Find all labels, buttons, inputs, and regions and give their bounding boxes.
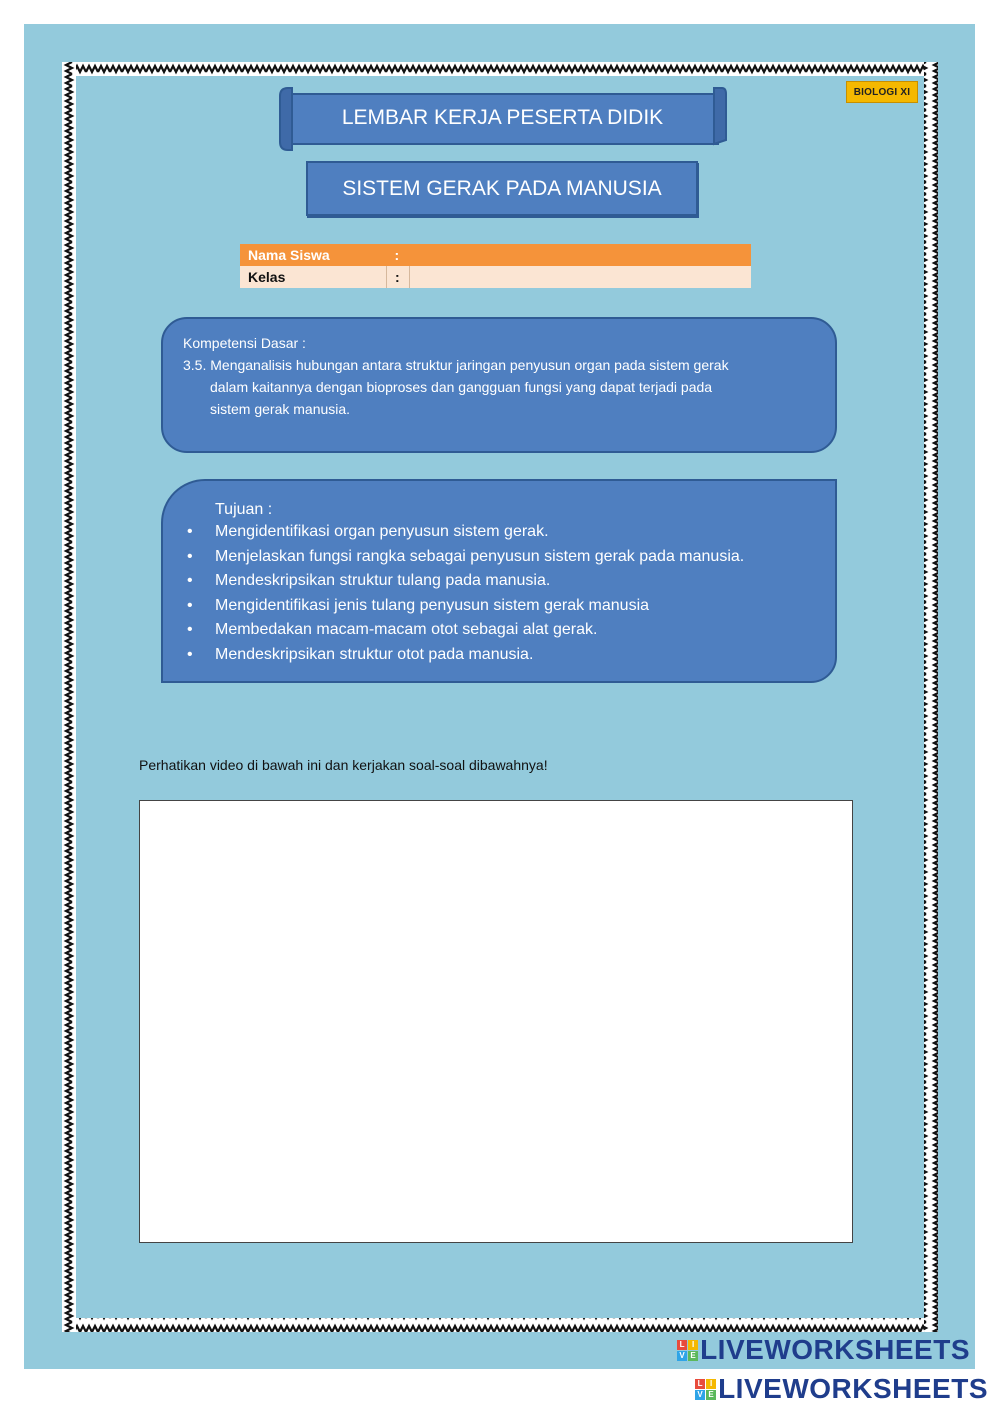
- student-class-field[interactable]: [410, 266, 752, 288]
- video-instruction: Perhatikan video di bawah ini dan kerjakan soal-soal dibawahnya!: [139, 757, 548, 773]
- liveworksheets-logo-icon: L I V E: [695, 1379, 716, 1400]
- tujuan-item: • Mengidentifikasi jenis tulang penyusun sistem gerak manusia: [187, 596, 650, 614]
- kompetensi-dasar-box: [161, 317, 837, 453]
- bullet-icon: •: [187, 645, 193, 663]
- liveworksheets-wordmark: LIVEWORKSHEETS: [700, 1334, 970, 1365]
- student-name-row: [240, 244, 751, 266]
- bullet-icon: •: [187, 596, 193, 614]
- tujuan-item: • Mendeskripsikan struktur tulang pada manusia.: [187, 572, 551, 589]
- student-class-row: [240, 266, 751, 288]
- tujuan-item: • Mengidentifikasi organ penyusun sistem gerak.: [187, 523, 549, 540]
- kompetensi-line-1: 3.5. Menganalisis hubungan antara struktur jaringan penyusun organ pada sistem gerak: [183, 357, 729, 373]
- subject-badge: BIOLOGI XI: [846, 81, 918, 103]
- liveworksheets-brand: [695, 1373, 988, 1405]
- video-embed-area[interactable]: [139, 800, 853, 1243]
- liveworksheets-logo-icon: L I V E: [677, 1340, 698, 1361]
- kompetensi-heading: Kompetensi Dasar :: [183, 335, 306, 351]
- tujuan-item: • Membedakan macam-macam otot sebagai alat gerak.: [187, 621, 598, 638]
- liveworksheets-wordmark: LIVEWORKSHEETS: [718, 1373, 988, 1404]
- kompetensi-line-3: sistem gerak manusia.: [210, 401, 351, 417]
- bullet-icon: •: [187, 547, 193, 565]
- bullet-icon: •: [187, 572, 193, 589]
- topic-title: SISTEM GERAK PADA MANUSIA: [306, 161, 698, 216]
- student-name-field[interactable]: [410, 244, 752, 266]
- bullet-icon: •: [187, 621, 193, 638]
- student-class-colon: :: [387, 266, 410, 288]
- tujuan-list: [163, 523, 744, 670]
- tujuan-item: • Menjelaskan fungsi rangka sebagai penyusun sistem gerak pada manusia.: [187, 547, 745, 565]
- tujuan-heading: Tujuan :: [215, 501, 273, 518]
- student-identity-table: [240, 244, 751, 288]
- tujuan-item: • Mendeskripsikan struktur otot pada manusia.: [187, 645, 534, 663]
- liveworksheets-brand: [677, 1334, 970, 1366]
- kompetensi-line-2: dalam kaitannya dengan bioproses dan gangguan fungsi yang dapat terjadi pada: [210, 379, 713, 395]
- student-name-label: Nama Siswa: [240, 244, 387, 266]
- bullet-icon: •: [187, 523, 193, 540]
- student-class-label: Kelas: [240, 266, 387, 288]
- worksheet-title: LEMBAR KERJA PESERTA DIDIK: [341, 106, 664, 129]
- student-name-colon: :: [387, 244, 410, 266]
- tujuan-box: [161, 479, 837, 683]
